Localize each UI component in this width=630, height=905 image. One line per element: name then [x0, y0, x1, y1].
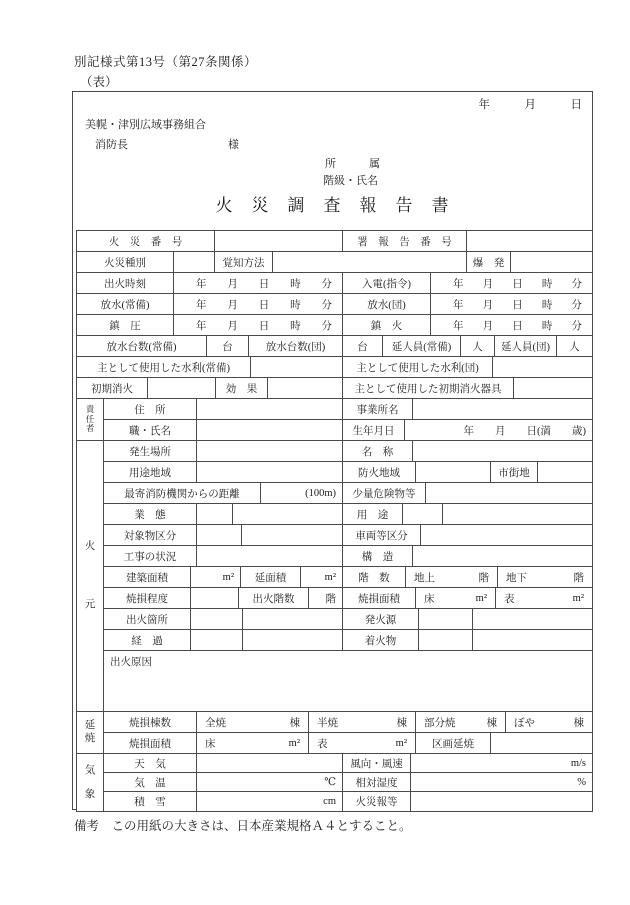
form-cell-label: 業 態	[104, 504, 197, 525]
form-row	[77, 357, 592, 378]
form-cell-blank	[191, 588, 239, 609]
form-cell-blank	[273, 252, 467, 273]
form-cell-blank	[215, 231, 343, 252]
form-row	[104, 504, 592, 525]
form-cell-runit: cm	[197, 792, 343, 811]
form-row	[104, 754, 592, 773]
form-band	[77, 399, 592, 441]
form-band	[77, 441, 592, 712]
form-cell-blank	[242, 525, 343, 546]
form-row	[104, 420, 592, 441]
form-cell-spread: 年 月 日 時 分	[174, 294, 343, 315]
rank-name-label: 階級・氏名	[323, 175, 378, 187]
affiliation-label: 所 属	[325, 158, 380, 170]
form-cell-lr: 半焼 棟	[309, 712, 416, 733]
form-cell-label: 名 称	[343, 441, 413, 462]
sheet-side-label: （表）	[80, 75, 118, 89]
report-grid	[76, 230, 593, 812]
form-cell-label: 発生場所	[104, 441, 197, 462]
form-cell-label: 延人員(団)	[495, 336, 557, 357]
form-row	[77, 378, 592, 399]
form-cell-blank	[174, 252, 215, 273]
form-cell-label: 主として使用した水利(常備)	[77, 357, 251, 378]
form-cell-label: 車両等区分	[343, 525, 421, 546]
honorific: 様	[228, 139, 239, 151]
form-cell-label: 事業所名	[343, 399, 413, 420]
section-label: 延 焼	[77, 712, 104, 754]
form-cell-label: 鎮 圧	[77, 315, 174, 336]
form-cell-label: 構 造	[343, 546, 413, 567]
form-cell-label: 階 数	[343, 567, 406, 588]
form-cell-label: 用途地域	[104, 462, 197, 483]
form-cell-blank	[243, 630, 343, 651]
form-cell-blank	[197, 546, 343, 567]
form-cell-label: 火災報等	[343, 792, 411, 811]
form-row	[77, 315, 592, 336]
section-label: 責 任 者	[77, 399, 104, 441]
organization-name: 美幌・津別広域事務組合	[85, 119, 206, 131]
form-row	[104, 399, 592, 420]
form-cell-runit: %	[411, 773, 592, 792]
form-number-line: 別記様式第13号（第27条関係）	[74, 55, 258, 69]
form-cell-label: 天 気	[104, 754, 197, 773]
form-cell-blank	[197, 399, 343, 420]
form-cell-label: 経 過	[104, 630, 191, 651]
form-cell-blank	[148, 378, 216, 399]
form-cell-label: 火 災 番 号	[77, 231, 215, 252]
form-cell-blank	[191, 630, 243, 651]
form-cell-blank	[197, 441, 343, 462]
form-cell-label: 区画延焼	[416, 733, 491, 754]
form-cell-lr: ぼや 棟	[506, 712, 592, 733]
form-cell-blank	[493, 357, 592, 378]
form-cell-blank	[473, 630, 592, 651]
remarks-note: 備考 この用紙の大きさは、日本産業規格Ａ４とすること。	[74, 819, 412, 833]
form-cell-rtext: (100m)	[261, 483, 343, 504]
form-cell-spread: 年 月 日 時 分	[431, 273, 592, 294]
form-band	[77, 231, 592, 399]
form-cell-blank	[197, 420, 343, 441]
form-cell-label: 建築面積	[104, 567, 191, 588]
form-cell-label: 焼損程度	[104, 588, 191, 609]
form-cell-lr: 全焼 棟	[197, 712, 309, 733]
form-cell-lr: 表 m²	[309, 733, 416, 754]
form-cell-label: 相対湿度	[343, 773, 411, 792]
form-row	[77, 294, 592, 315]
form-cell-label: 生年月日	[343, 420, 405, 441]
form-cell-blank	[511, 252, 592, 273]
form-cell-label: 住 所	[104, 399, 197, 420]
form-cell-label: 用 途	[343, 504, 403, 525]
form-cell-blank	[491, 733, 592, 754]
form-row	[104, 733, 592, 754]
form-cell-blank	[538, 462, 592, 483]
form-cell-blank	[467, 231, 592, 252]
form-cell-label: 積 雪	[104, 792, 197, 811]
form-cell-label: 最寄消防機関からの距離	[104, 483, 261, 504]
form-row	[104, 567, 592, 588]
form-cell-topleft: 出火原因	[104, 651, 592, 712]
form-cell-runit: ℃	[197, 773, 343, 792]
form-cell-blank	[197, 504, 233, 525]
form-cell-runit: m²	[191, 567, 241, 588]
form-row	[104, 588, 592, 609]
form-cell-lr: 表 m²	[496, 588, 592, 609]
form-cell-runit: 階	[309, 588, 343, 609]
form-cell-lr: 床 m²	[197, 733, 309, 754]
form-row	[77, 252, 592, 273]
form-cell-label: 出火階数	[239, 588, 309, 609]
page-title: 火 災 調 査 報 告 書	[215, 196, 450, 215]
form-row	[104, 773, 592, 792]
form-cell-label: 着火物	[343, 630, 419, 651]
form-cell-runit: m/s	[411, 754, 592, 773]
form-row	[104, 546, 592, 567]
form-cell-blank	[421, 525, 592, 546]
form-cell-label: 初期消火	[77, 378, 148, 399]
form-cell-label: 放水(常備)	[77, 294, 174, 315]
form-cell-spread: 年 月 日 時 分	[174, 315, 343, 336]
form-cell-label: 覚知方法	[215, 252, 273, 273]
form-cell-blank	[403, 504, 443, 525]
form-cell-label: 少量危険物等	[343, 483, 426, 504]
form-row	[104, 609, 592, 630]
form-cell-blank	[419, 609, 473, 630]
form-cell-blank	[413, 546, 592, 567]
form-row	[104, 441, 592, 462]
form-band	[77, 754, 592, 811]
form-cell-label: 焼損面積	[343, 588, 416, 609]
form-cell-lr: 地上 階	[406, 567, 498, 588]
form-cell-blank	[473, 609, 592, 630]
form-cell-blank	[197, 462, 343, 483]
form-cell-label: 放水台数(常備)	[77, 336, 207, 357]
form-row	[104, 525, 592, 546]
form-cell-label: 主として使用した初期消火器具	[343, 378, 514, 399]
addressee-title: 消防長	[95, 139, 128, 151]
form-cell-blank	[416, 462, 491, 483]
form-cell-label: 職・氏名	[104, 420, 197, 441]
form-cell-label: 火災種別	[77, 252, 174, 273]
section-label: 気 象	[77, 754, 104, 811]
form-cell-lr: 地下 階	[498, 567, 592, 588]
report-outer-box	[72, 91, 593, 810]
form-cell-unit: 台	[207, 336, 249, 357]
form-cell-runit: m²	[301, 567, 343, 588]
form-cell-spread: 年 月 日 時 分	[431, 294, 592, 315]
form-cell-label: 防火地域	[343, 462, 416, 483]
form-cell-spread: 年 月 日 時 分	[174, 273, 343, 294]
date-line: 年 月 日	[478, 99, 582, 111]
form-cell-blank	[191, 609, 243, 630]
form-row	[104, 792, 592, 811]
form-cell-blank	[419, 630, 473, 651]
form-cell-spread: 年 月 日 時 分	[431, 315, 592, 336]
form-row	[104, 462, 592, 483]
form-cell-blank	[413, 399, 592, 420]
form-cell-blank	[243, 609, 343, 630]
form-cell-rtext: 年 月 日(満 歳)	[405, 420, 592, 441]
form-cell-blank	[411, 792, 592, 811]
form-cell-lr: 部分焼 棟	[416, 712, 506, 733]
form-cell-label: 風向・風速	[343, 754, 411, 773]
form-cell-label: 発火源	[343, 609, 419, 630]
form-row	[77, 336, 592, 357]
form-cell-blank	[233, 504, 343, 525]
form-row	[77, 231, 592, 252]
form-cell-blank	[197, 754, 343, 773]
form-cell-label: 出火時刻	[77, 273, 174, 294]
form-cell-label: 対象物区分	[104, 525, 197, 546]
form-cell-label: 放水台数(団)	[249, 336, 343, 357]
form-cell-label: 効 果	[216, 378, 268, 399]
form-band	[77, 712, 592, 754]
form-cell-label: 延人員(常備)	[383, 336, 461, 357]
form-cell-blank	[413, 441, 592, 462]
form-cell-unit: 台	[343, 336, 383, 357]
form-cell-blank	[426, 483, 592, 504]
form-cell-blank	[251, 357, 343, 378]
section-label: 火 元	[77, 441, 104, 712]
form-cell-label: 気 温	[104, 773, 197, 792]
addressee-line	[95, 136, 239, 152]
form-cell-blank	[443, 504, 592, 525]
form-cell-label: 爆 発	[467, 252, 511, 273]
form-cell-unit: 人	[461, 336, 495, 357]
form-cell-label: 延面積	[241, 567, 301, 588]
form-row	[104, 651, 592, 712]
form-cell-label: 工事の状況	[104, 546, 197, 567]
form-cell-label: 焼損面積	[104, 733, 197, 754]
form-cell-label: 鎮 火	[343, 315, 431, 336]
form-cell-blank	[197, 525, 242, 546]
form-cell-label: 署 報 告 番 号	[343, 231, 467, 252]
form-row	[104, 712, 592, 733]
form-cell-label: 焼損棟数	[104, 712, 197, 733]
form-cell-label: 主として使用した水利(団)	[343, 357, 493, 378]
form-cell-label: 放水(団)	[343, 294, 431, 315]
form-row	[77, 273, 592, 294]
form-cell-lr: 床 m²	[416, 588, 496, 609]
form-cell-label: 出火箇所	[104, 609, 191, 630]
form-cell-unit: 人	[557, 336, 592, 357]
form-row	[104, 630, 592, 651]
form-cell-label: 入電(指令)	[343, 273, 431, 294]
form-cell-label: 市街地	[491, 462, 538, 483]
form-row	[104, 483, 592, 504]
form-cell-blank	[268, 378, 343, 399]
form-cell-blank	[514, 378, 592, 399]
